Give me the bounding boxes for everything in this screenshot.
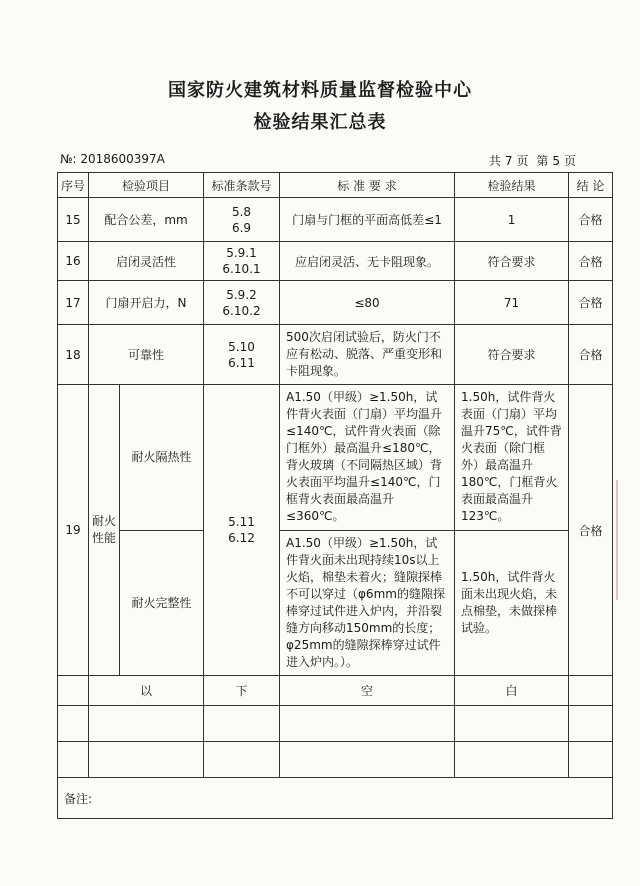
note-row	[58, 778, 613, 819]
row19-item: 耐火性能	[89, 385, 120, 676]
sub2-requirement: A1.50（甲级）≥1.50h，试件背火面未出现持续10s以上火焰，棉垫未着火；缝隙探棒不可以穿过（φ6mm的缝隙探棒穿过试件进入炉内，并沿裂缝方向移动150mm的长度；φ25mm的缝隙探棒穿过试件进入炉内。）。	[280, 531, 455, 676]
page-unit-2: 页	[563, 154, 576, 168]
row-clause: 5.9.2 6.10.2	[204, 281, 280, 325]
table-row	[58, 198, 613, 242]
row-requirement: 500次启闭试验后，防火门不应有松动、脱落、严重变形和卡阻现象。	[280, 325, 455, 385]
sub1-name: 耐火隔热性	[120, 385, 204, 531]
header-clause: 标准条款号	[204, 173, 280, 198]
table-row-19b	[58, 531, 613, 676]
org-title: 国家防火建筑材料质量监督检验中心	[168, 80, 472, 101]
blank-char-4: 白	[455, 676, 569, 706]
row-no: 15	[58, 198, 89, 242]
page-total-prefix: 共	[488, 154, 501, 168]
empty-row	[58, 742, 613, 778]
row-item: 启闭灵活性	[89, 242, 204, 281]
row-result: 1	[455, 198, 569, 242]
row-no: 16	[58, 242, 89, 281]
blank-char-2: 下	[204, 676, 280, 706]
results-table	[57, 172, 613, 819]
header-no: 序号	[58, 173, 89, 198]
row-conclusion: 合格	[569, 198, 613, 242]
table-row	[58, 242, 613, 281]
row-result: 符合要求	[455, 325, 569, 385]
side-seal-mark	[616, 480, 640, 600]
table-row-19a	[58, 385, 613, 531]
row-requirement: 门扇与门框的平面高低差≤1	[280, 198, 455, 242]
row-conclusion: 合格	[569, 242, 613, 281]
sub2-result: 1.50h，试件背火面未出现火焰，未点棉垫，未做探棒试验。	[455, 531, 569, 676]
row-no: 18	[58, 325, 89, 385]
header-row	[58, 173, 613, 198]
row-no: 17	[58, 281, 89, 325]
page-current-prefix: 第	[536, 154, 549, 168]
row-result: 符合要求	[455, 242, 569, 281]
page-total: 7	[504, 154, 513, 168]
note-label: 备注:	[58, 778, 613, 819]
empty-row	[58, 706, 613, 742]
row19-no: 19	[58, 385, 89, 676]
row-clause: 5.9.1 6.10.1	[204, 242, 280, 281]
sub1-result: 1.50h，试件背火表面（门扇）平均温升75℃，试件背火表面（除门框外）最高温升180℃，门框背火表面最高温升123℃。	[455, 385, 569, 531]
sub1-requirement: A1.50（甲级）≥1.50h，试件背火表面（门扇）平均温升≤140℃，试件背火表面（除门框外）最高温升≤180℃，背火玻璃（不同隔热区域）背火表面平均温升≤140℃，门框背火表面最高温升≤360℃。	[280, 385, 455, 531]
row-conclusion: 合格	[569, 281, 613, 325]
blank-char-1: 以	[89, 676, 204, 706]
row-item: 门扇开启力，N	[89, 281, 204, 325]
table-row	[58, 325, 613, 385]
page-unit: 页	[516, 154, 529, 168]
row19-clause: 5.11 6.12	[204, 385, 280, 676]
header-result: 检验结果	[455, 173, 569, 198]
row-clause: 5.10 6.11	[204, 325, 280, 385]
header-item: 检验项目	[89, 173, 204, 198]
page-current: 5	[552, 154, 560, 168]
blank-marker-row	[58, 676, 613, 706]
document-title: 检验结果汇总表	[253, 112, 387, 133]
row-requirement: ≤80	[280, 281, 455, 325]
row-conclusion: 合格	[569, 325, 613, 385]
blank-char-3: 空	[280, 676, 455, 706]
row-clause: 5.8 6.9	[204, 198, 280, 242]
table-row	[58, 281, 613, 325]
document-number: №: 2018600397A	[60, 152, 165, 166]
row-result: 71	[455, 281, 569, 325]
row-item: 配合公差，mm	[89, 198, 204, 242]
row19-conclusion: 合格	[569, 385, 613, 676]
row-requirement: 应启闭灵活、无卡阻现象。	[280, 242, 455, 281]
page-info	[487, 152, 578, 169]
header-conclusion: 结 论	[569, 173, 613, 198]
row-item: 可靠性	[89, 325, 204, 385]
header-requirement: 标 准 要 求	[280, 173, 455, 198]
sub2-name: 耐火完整性	[120, 531, 204, 676]
